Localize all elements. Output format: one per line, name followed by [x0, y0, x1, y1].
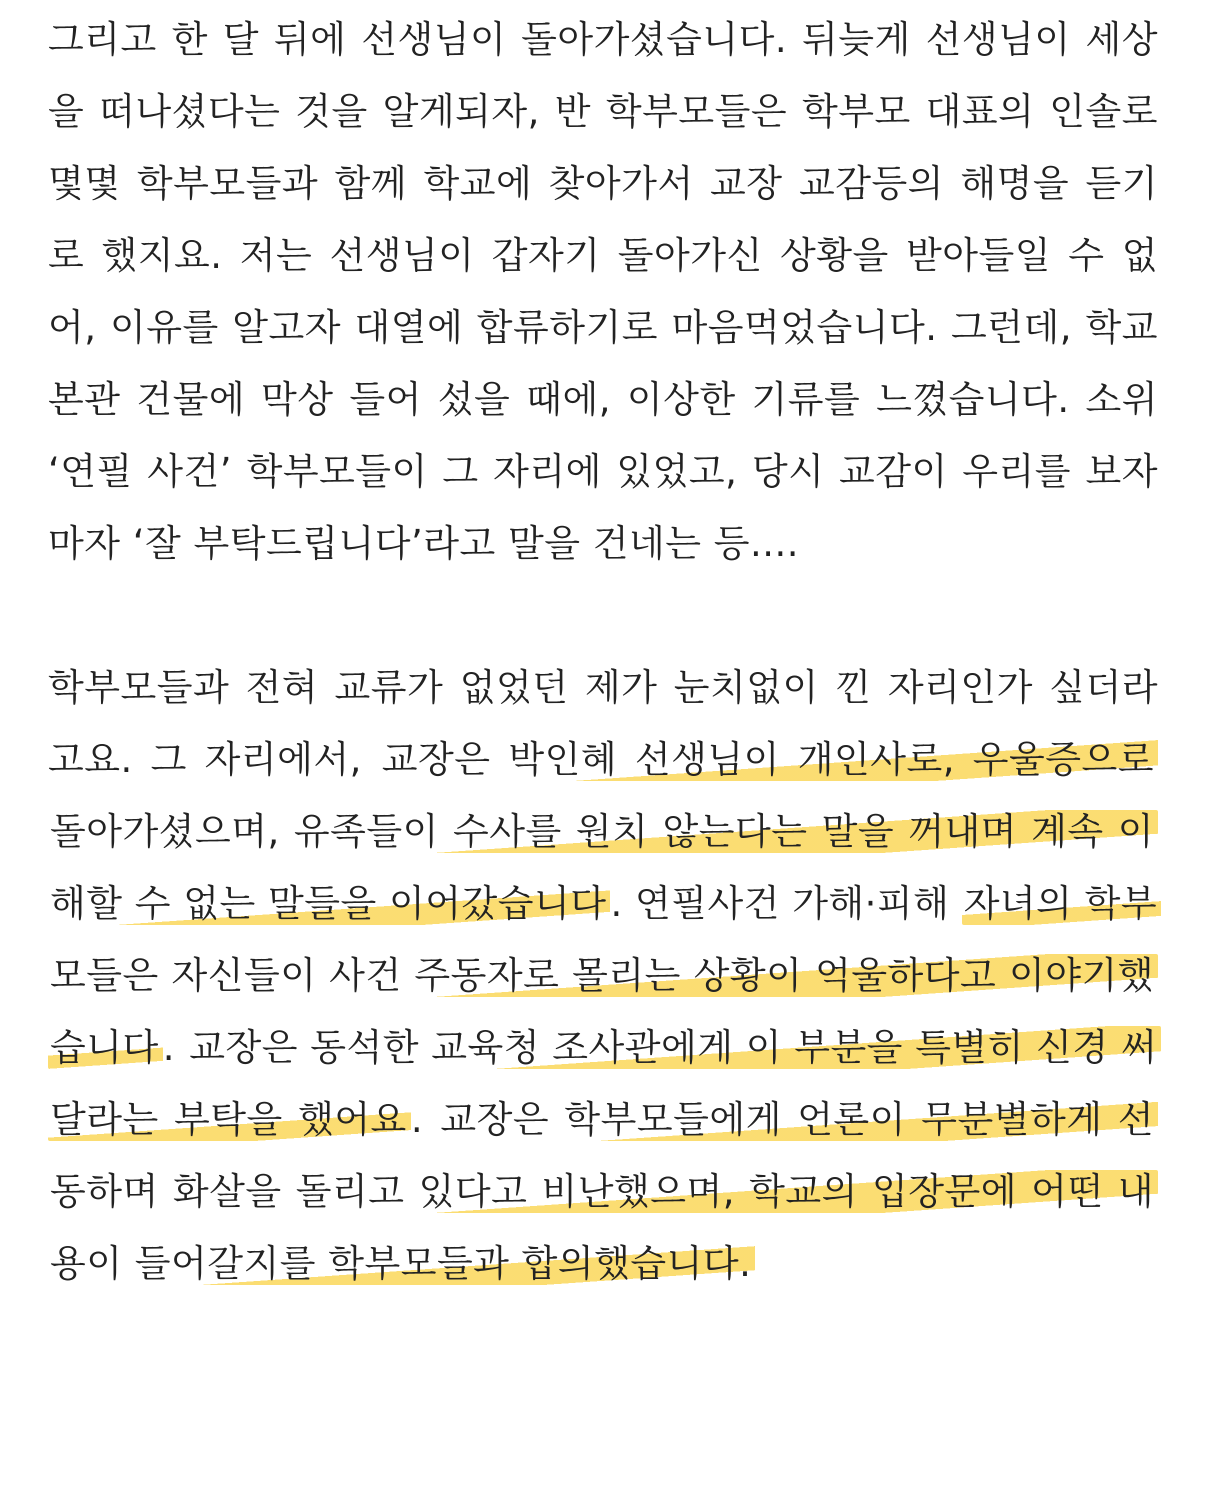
paragraph-1-text: 그리고 한 달 뒤에 선생님이 돌아가셨습니다. 뒤늦게 선생님이 세상을 떠나셨다는 것을 알게되자, 반 학부모들은 학부모 대표의 인솔로 몇몇 학부모들과 함께 학교에 찾아가서 교장 교감등의 해명을 듣기로 했지요. 저는 선생님이 갑자기 돌아가신 상황을 받아들일 수 없어, 이유를 알고자 대열에 합류하기로 마음먹었습니다. 그런데, 학교 본관 건물에 막상 들어 섰을 때에, 이상한 기류를 느꼈습니다. 소위 ‘연필 사건’ 학부모들이 그 자리에 있었고, 당시 교감이 우리를 보자마자 ‘잘 부탁드립니다’라고 말을 건네는 등.... [48, 18, 1158, 565]
highlighted-quote-parents-complaint: 자녀의 학부모들은 자신들이 사건 주동자로 몰리는 상황이 억울하다고 이야기했습니다 [48, 882, 1161, 1069]
paragraph-2-plain-text: . [410, 1098, 439, 1141]
paragraph-2-plain-text: . 연필사건 가해·피해 [610, 882, 962, 925]
highlighted-quote-press-statement: 교장은 학부모들에게 언론이 무분별하게 선동하며 화살을 돌리고 있다고 비난했으며, 학교의 입장문에 어떤 내용이 들어갈지를 학부모들과 합의했습니다. [48, 1098, 1158, 1285]
highlighted-quote-principal-remarks: 교장은 박인혜 선생님이 개인사로, 우울증으로 돌아가셨으며, 유족들이 수사를 원치 않는다는 말을 꺼내며 계속 이해할 수 없는 말들을 이어갔습니다 [48, 738, 1158, 925]
paragraph-1 [48, 0, 1158, 580]
paragraph-2-plain-text: 학부모들과 전혀 교류가 없었던 제가 눈치없이 낀 자리인가 싶더라고요. 그 자리에서, [48, 666, 1158, 781]
article-body [48, 0, 1158, 1300]
highlighted-quote-investigator-request: 교장은 동석한 교육청 조사관에게 이 부분을 특별히 신경 써달라는 부탁을 했어요 [48, 1026, 1161, 1141]
paragraph-2-plain-text: . [162, 1026, 188, 1069]
paragraph-2 [48, 652, 1158, 1300]
